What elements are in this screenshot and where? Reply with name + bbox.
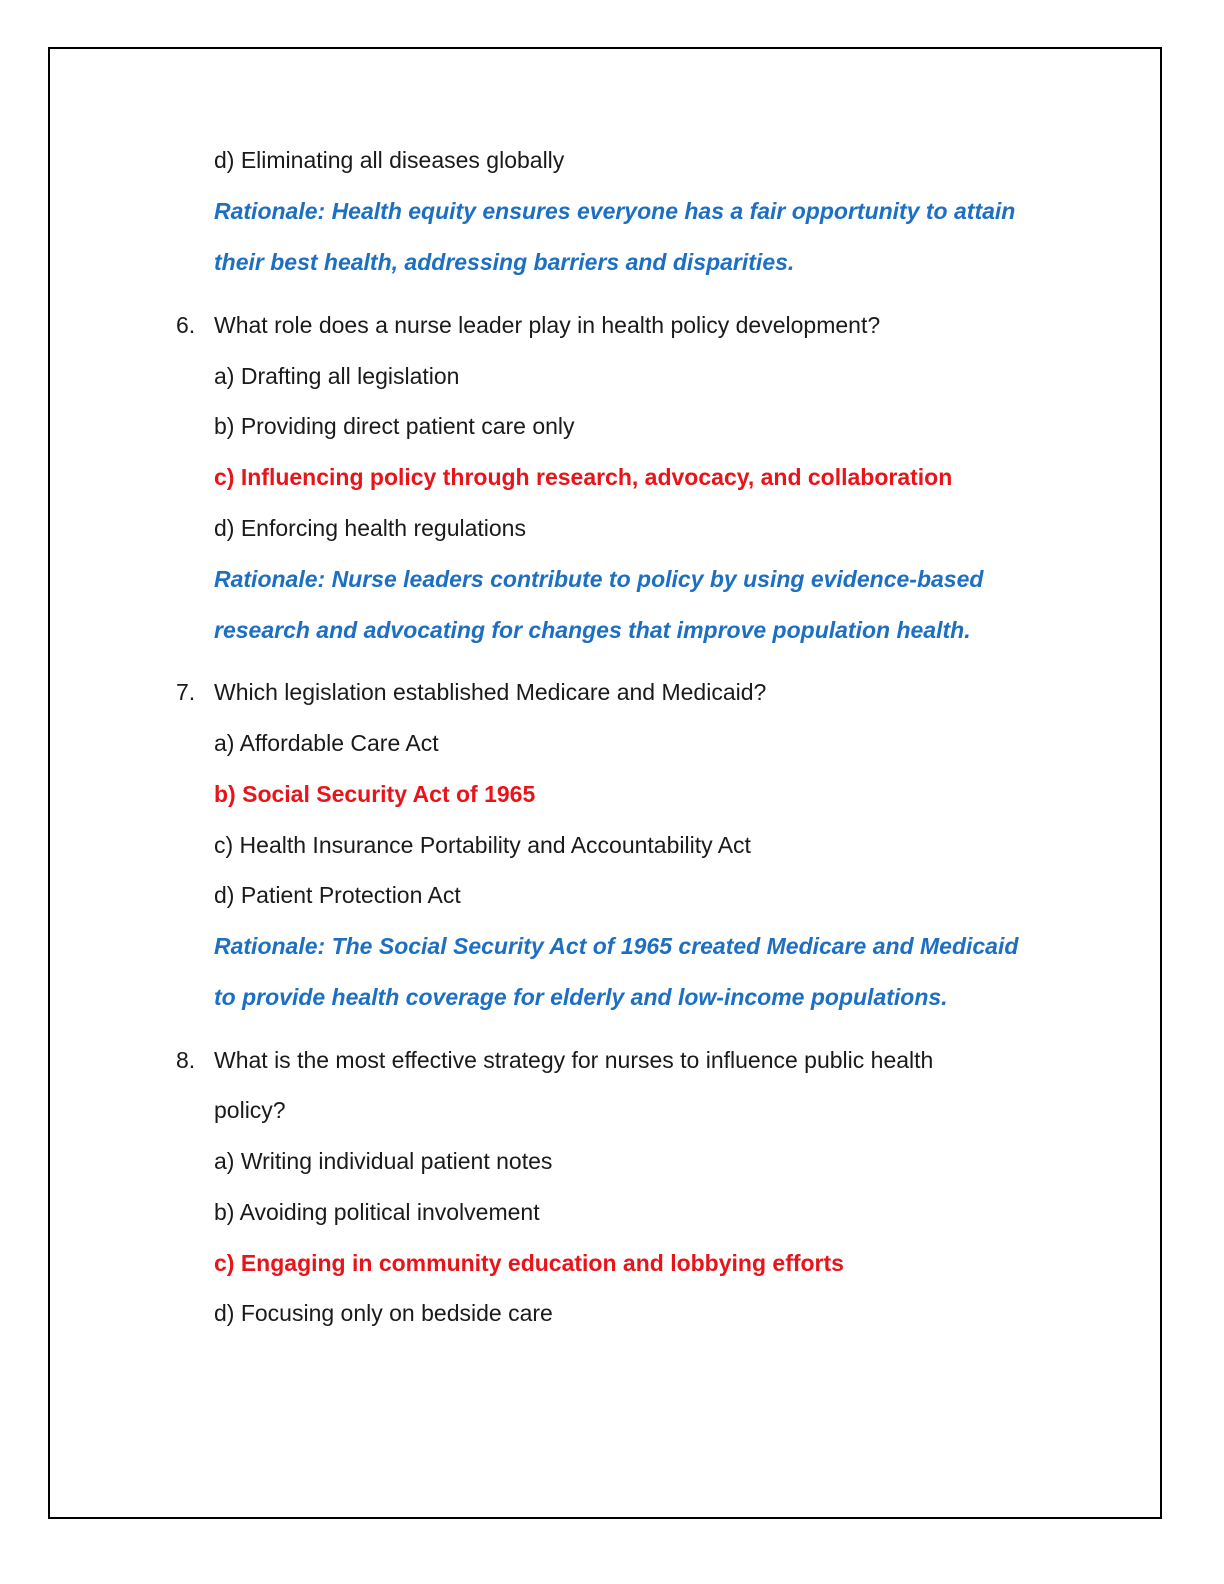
q6-number: 6. xyxy=(176,312,196,338)
q6-option-b: b) Providing direct patient care only xyxy=(214,413,575,439)
q7-number: 7. xyxy=(176,679,196,705)
q8-option-d: d) Focusing only on bedside care xyxy=(214,1300,553,1326)
q7-option-b-correct: b) Social Security Act of 1965 xyxy=(214,781,536,807)
q7-rationale-line2: to provide health coverage for elderly and low-income populations. xyxy=(214,984,948,1010)
q8-question-line2: policy? xyxy=(214,1097,286,1123)
q8-number: 8. xyxy=(176,1047,196,1073)
q6-option-d: d) Enforcing health regulations xyxy=(214,515,526,541)
q8-option-c-correct: c) Engaging in community education and lobbying efforts xyxy=(214,1250,844,1276)
q6-option-a: a) Drafting all legislation xyxy=(214,363,460,389)
q7-question: Which legislation established Medicare and Medicaid? xyxy=(214,679,767,705)
q5-option-d: d) Eliminating all diseases globally xyxy=(214,147,565,173)
q7-option-a: a) Affordable Care Act xyxy=(214,730,439,756)
q7-rationale-line1: Rationale: The Social Security Act of 1965 created Medicare and Medicaid xyxy=(214,933,1019,959)
q6-option-c-correct: c) Influencing policy through research, advocacy, and collaboration xyxy=(214,464,953,490)
q8-option-b: b) Avoiding political involvement xyxy=(214,1199,540,1225)
q6-rationale-line1: Rationale: Nurse leaders contribute to policy by using evidence-based xyxy=(214,566,984,592)
q5-rationale-line2: their best health, addressing barriers and disparities. xyxy=(214,249,795,275)
q8-option-a: a) Writing individual patient notes xyxy=(214,1148,553,1174)
q7-option-d: d) Patient Protection Act xyxy=(214,882,461,908)
q7-option-c: c) Health Insurance Portability and Accountability Act xyxy=(214,832,751,858)
q8-question-line1: What is the most effective strategy for nurses to influence public health xyxy=(214,1047,934,1073)
q5-rationale-line1: Rationale: Health equity ensures everyone has a fair opportunity to attain xyxy=(214,198,1016,224)
q6-rationale-line2: research and advocating for changes that improve population health. xyxy=(214,617,971,643)
q6-question: What role does a nurse leader play in health policy development? xyxy=(214,312,881,338)
